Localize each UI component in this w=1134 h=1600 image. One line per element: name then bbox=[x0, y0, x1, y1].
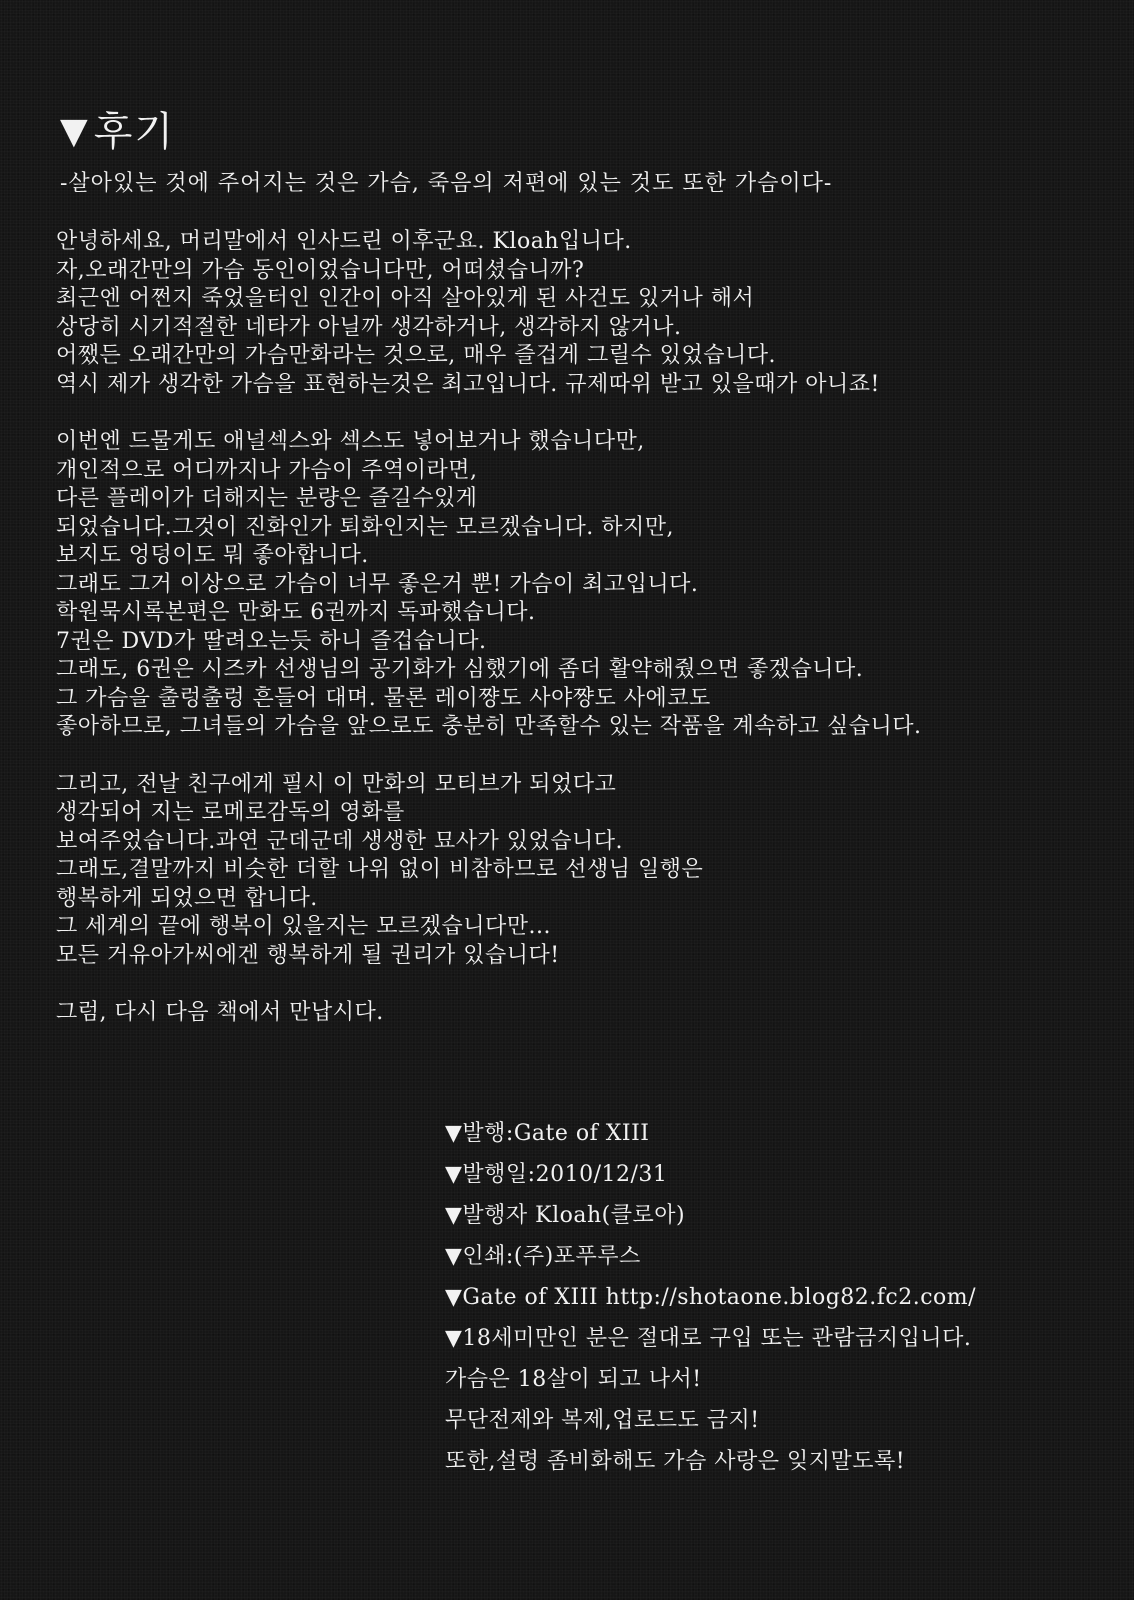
text-line: 7권은 DVD가 딸려오는듯 하니 즐겁습니다. bbox=[56, 628, 487, 654]
text-line: 모든 거유아가씨에겐 행복하게 될 권리가 있습니다! bbox=[56, 942, 560, 968]
text-line: 좋아하므로, 그녀들의 가슴을 앞으로도 충분히 만족할수 있는 작품을 계속하고 싶습니다. bbox=[56, 714, 922, 739]
text-line: 되었습니다.그것이 진화인가 퇴화인지는 모르겠습니다. 하지만, bbox=[56, 514, 675, 540]
colophon-note-2: 무단전제와 복제,업로드도 금지! bbox=[445, 1408, 760, 1433]
text-line: 어쨌든 오래간만의 가슴만화라는 것으로, 매우 즐겁게 그릴수 있었습니다. bbox=[56, 343, 777, 368]
text-line: 안녕하세요, 머리말에서 인사드린 이후군요. Kloah입니다. bbox=[56, 229, 632, 254]
paragraph-3 bbox=[56, 771, 1116, 971]
text-line: 개인적으로 어디까지나 가슴이 주역이라면, bbox=[56, 457, 478, 483]
colophon-age-warning: ▼18세미만인 분은 절대로 구입 또는 관람금지입니다. bbox=[445, 1326, 972, 1351]
text-line: 생각되어 지는 로메로감독의 영화를 bbox=[56, 800, 405, 825]
colophon-printer: ▼인쇄:(주)포푸루스 bbox=[445, 1244, 641, 1269]
colophon-note-3: 또한,설령 좀비화해도 가슴 사랑은 잊지말도록! bbox=[445, 1449, 906, 1474]
afterword-subtitle: -살아있는 것에 주어지는 것은 가슴, 죽음의 저편에 있는 것도 또한 가슴이다- bbox=[60, 171, 833, 196]
text-line: 그래도 그거 이상으로 가슴이 너무 좋은거 뿐! 가슴이 최고입니다. bbox=[56, 571, 699, 597]
text-line: 그 세계의 끝에 행복이 있을지는 모르겠습니다만... bbox=[56, 914, 551, 939]
afterword-body bbox=[56, 228, 1116, 1057]
colophon-publish-date: ▼발행일:2010/12/31 bbox=[445, 1162, 668, 1187]
text-line: 행복하게 되었으면 합니다. bbox=[56, 885, 318, 911]
colophon-note-1: 가슴은 18살이 되고 나서! bbox=[445, 1367, 702, 1392]
text-line: 최근엔 어쩐지 죽었을터인 인간이 아직 살아있게 된 사건도 있거나 해서 bbox=[56, 286, 755, 311]
text-line: 그 가슴을 출렁출렁 흔들어 대며. 물론 레이쨩도 사야쨩도 사에코도 bbox=[56, 685, 711, 711]
colophon-publisher: ▼발행:Gate of XIII bbox=[445, 1121, 650, 1146]
text-line: 그럼, 다시 다음 책에서 만납시다. bbox=[56, 1000, 384, 1025]
text-line: 자,오래간만의 가슴 동인이었습니다만, 어떠셨습니까? bbox=[56, 257, 585, 283]
text-line: 보지도 엉덩이도 뭐 좋아합니다. bbox=[56, 543, 369, 568]
paragraph-2 bbox=[56, 428, 1116, 742]
paragraph-1 bbox=[56, 228, 1116, 399]
text-line: 보여주었습니다.과연 군데군데 생생한 묘사가 있었습니다. bbox=[56, 828, 624, 854]
triangle-marker-icon: ▼ bbox=[60, 111, 90, 152]
afterword-heading bbox=[60, 110, 175, 154]
colophon bbox=[445, 1120, 976, 1489]
paragraph-4 bbox=[56, 999, 1116, 1028]
text-line: 그리고, 전날 친구에게 필시 이 만화의 모티브가 되었다고 bbox=[56, 771, 617, 797]
text-line: 그래도, 6권은 시즈카 선생님의 공기화가 심했기에 좀더 활약해줬으면 좋겠습니다. bbox=[56, 657, 864, 682]
text-line: 학원묵시록본편은 만화도 6권까지 독파했습니다. bbox=[56, 600, 536, 625]
colophon-author: ▼발행자 Kloah(클로아) bbox=[445, 1203, 686, 1228]
text-line: 이번엔 드물게도 애널섹스와 섹스도 넣어보거나 했습니다만, bbox=[56, 429, 645, 454]
text-line: 다른 플레이가 더해지는 분량은 즐길수있게 bbox=[56, 486, 478, 511]
heading-title: 후기 bbox=[93, 109, 175, 155]
colophon-website: ▼Gate of XIII http://shotaone.blog82.fc2.com/ bbox=[445, 1285, 977, 1310]
text-line: 그래도,결말까지 비슷한 더할 나위 없이 비참하므로 선생님 일행은 bbox=[56, 857, 704, 882]
text-line: 역시 제가 생각한 가슴을 표현하는것은 최고입니다. 규제따위 받고 있을때가 아니죠! bbox=[56, 371, 880, 397]
text-line: 상당히 시기적절한 네타가 아닐까 생각하거나, 생각하지 않거나. bbox=[56, 314, 682, 340]
